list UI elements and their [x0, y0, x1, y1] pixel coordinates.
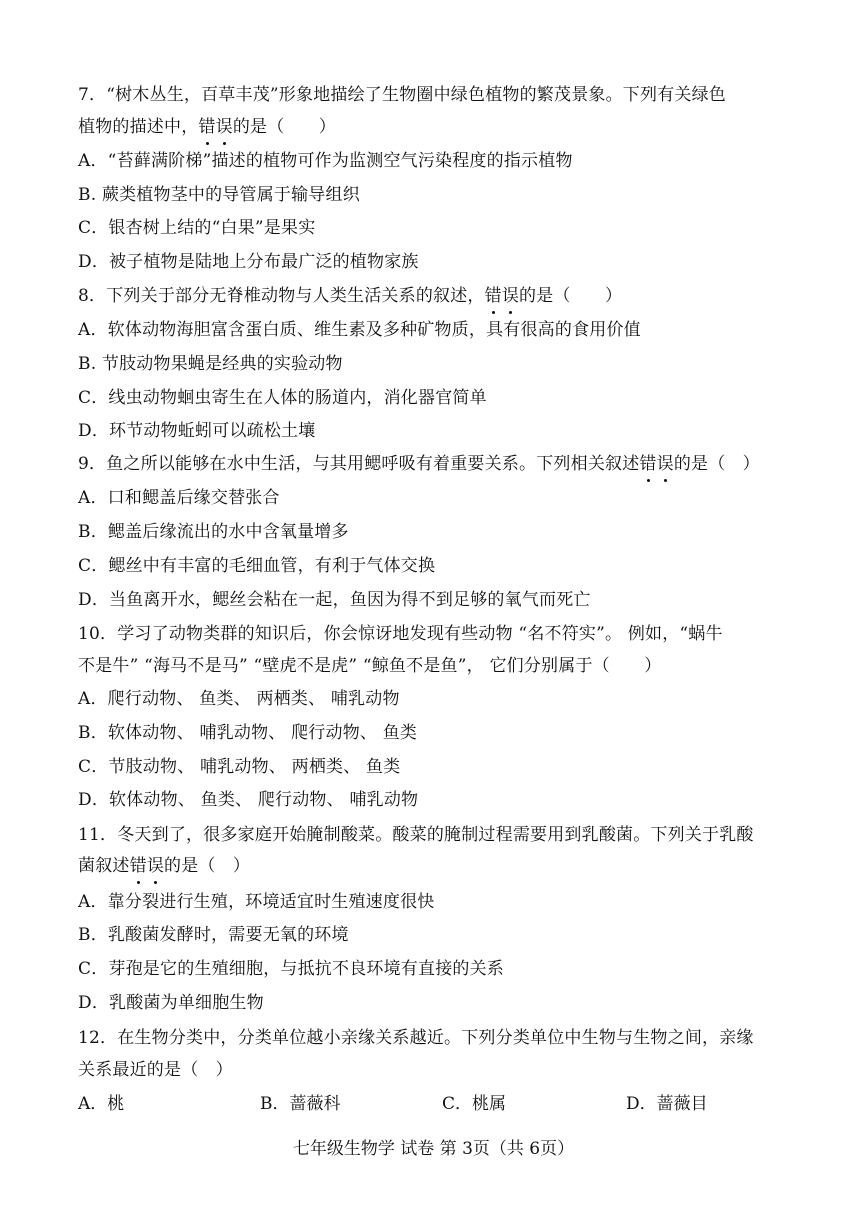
- q11-stem-line-2: 菌叙述错误的是（ ）: [78, 853, 807, 879]
- q12-option-d: D．蔷薇目: [626, 1094, 708, 1114]
- q8-option-c: C．线虫动物蛔虫寄生在人体的肠道内，消化器官简单: [78, 388, 487, 408]
- q8-option-d: D．环节动物蚯蚓可以疏松土壤: [78, 421, 316, 441]
- page-footer: 七年级生物学 试卷 第 3页（共 6页）: [292, 1139, 575, 1159]
- emphasis-dot-char: 错: [198, 114, 215, 140]
- q12-option-b: B．蔷薇科: [260, 1094, 341, 1114]
- q10-option-c: C．节肢动物、 哺乳动物、 两栖类、 鱼类: [78, 757, 401, 777]
- q10-option-a: A．爬行动物、 鱼类、 两栖类、 哺乳动物: [78, 689, 400, 709]
- q12-stem-line-1: 12．在生物分类中，分类单位越小亲缘关系越近。下列分类单位中生物与生物之间，亲缘: [78, 1028, 754, 1048]
- q10-stem-line-1: 10．学习了动物类群的知识后，你会惊讶地发现有些动物 “名不符实”。 例如，“蜗牛: [78, 624, 723, 644]
- q10-option-b: B．软体动物、 哺乳动物、 爬行动物、 鱼类: [78, 723, 418, 743]
- q9-option-b: B．鳃盖后缘流出的水中含氧量增多: [78, 522, 349, 542]
- q12-stem-line-2: 关系最近的是（ ）: [78, 1060, 233, 1080]
- emphasis-dot-char: 错: [639, 451, 656, 477]
- q7-stem-line-2: 植物的描述中，错误的是（ ）: [78, 114, 807, 140]
- q7-option-c: C．银杏树上结的“白果”是果实: [78, 218, 316, 238]
- emphasis-dot-char: 误: [657, 451, 674, 477]
- q7-option-d: D．被子植物是陆地上分布最广泛的植物家族: [78, 252, 419, 272]
- q11-stem-line-1: 11．冬天到了，很多家庭开始腌制酸菜。酸菜的腌制过程需要用到乳酸菌。下列关于乳酸: [78, 825, 754, 845]
- q8-option-a: A．软体动物海胆富含蛋白质、维生素及多种矿物质，具有很高的食用价值: [78, 320, 641, 340]
- emphasis-dot-char: 误: [216, 114, 233, 140]
- emphasis-dot-char: 错: [130, 853, 147, 879]
- emphasis-dot-char: 错: [485, 283, 502, 309]
- q11-option-a: A．靠分裂进行生殖，环境适宜时生殖速度很快: [78, 892, 435, 912]
- q7-stem-line-1: 7．“树木丛生，百草丰茂”形象地描绘了生物圈中绿色植物的繁茂景象。下列有关绿色: [78, 85, 726, 105]
- emphasis-dot-char: 误: [502, 283, 519, 309]
- q11-option-c: C．芽孢是它的生殖细胞，与抵抗不良环境有直接的关系: [78, 959, 505, 979]
- q9-option-a: A．口和鳃盖后缘交替张合: [78, 488, 280, 508]
- q9-option-c: C．鳃丝中有丰富的毛细血管，有利于气体交换: [78, 556, 436, 576]
- emphasis-dot-char: 误: [147, 853, 164, 879]
- q9-option-d: D．当鱼离开水，鳃丝会粘在一起，鱼因为得不到足够的氧气而死亡: [78, 590, 591, 610]
- q7-option-a: A．“苔藓满阶梯”描述的植物可作为监测空气污染程度的指示植物: [78, 151, 573, 171]
- q8-stem: 8．下列关于部分无脊椎动物与人类生活关系的叙述，错误的是（ ）: [78, 283, 807, 309]
- q12-options-row: [78, 1091, 818, 1117]
- q11-option-d: D．乳酸菌为单细胞生物: [78, 993, 264, 1013]
- q12-option-c: C．桃属: [442, 1094, 507, 1114]
- q10-stem-line-2: 不是牛” “海马不是马” “壁虎不是虎” “鲸鱼不是鱼”， 它们分别属于（ ）: [78, 656, 662, 676]
- q11-option-b: B．乳酸菌发酵时，需要无氧的环境: [78, 925, 349, 945]
- q8-option-b: B. 节肢动物果蝇是经典的实验动物: [78, 354, 343, 374]
- q10-option-d: D．软体动物、 鱼类、 爬行动物、 哺乳动物: [78, 790, 419, 810]
- q7-option-b: B. 蕨类植物茎中的导管属于输导组织: [78, 185, 360, 205]
- q9-stem: 9．鱼之所以能够在水中生活，与其用鳃呼吸有着重要关系。下列相关叙述错误的是（ ）: [78, 451, 807, 477]
- q12-option-a: A．桃: [78, 1094, 125, 1114]
